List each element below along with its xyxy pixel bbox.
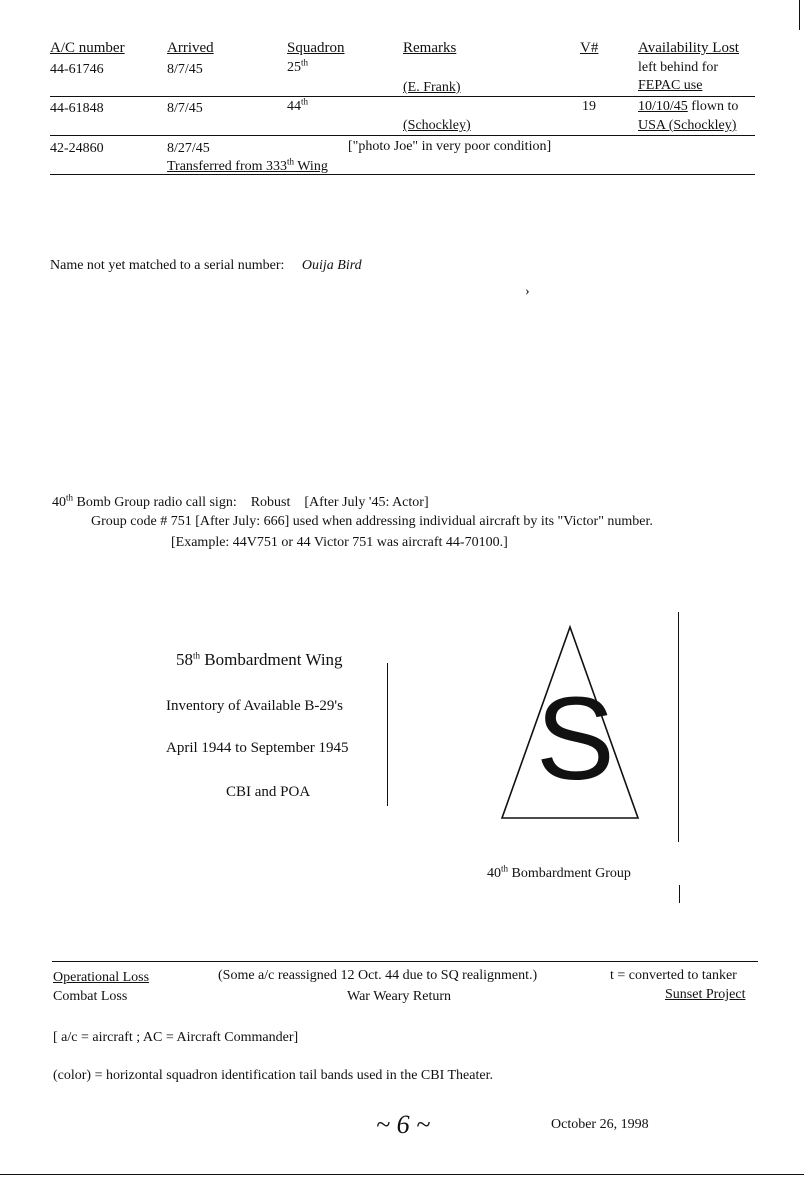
header-arrived: Arrived: [167, 40, 214, 56]
row-remarks: (E. Frank): [403, 80, 461, 95]
row-availability-line2: FEPAC use: [638, 78, 703, 93]
name-note-label: Name not yet matched to a serial number:: [50, 258, 285, 273]
row-squadron: 25th: [287, 57, 309, 75]
table-bottom-rule: [50, 174, 755, 175]
header-ac-number: A/C number: [50, 40, 125, 56]
title-line3: April 1944 to September 1945: [166, 740, 349, 756]
legend-top-rule: [52, 961, 758, 962]
row-vnum: 19: [582, 99, 596, 114]
table-divider: [50, 135, 755, 136]
header-squadron: Squadron: [287, 40, 345, 56]
legend-war-weary: War Weary Return: [347, 989, 452, 1004]
color-note: (color) = horizontal squadron identification tail bands used in the CBI Theater.: [53, 1068, 493, 1083]
name-note: [50, 258, 362, 274]
page-number: ~ 6 ~: [376, 1110, 431, 1139]
header-availability: Availability Lost: [638, 40, 739, 56]
scan-speck: ›: [525, 284, 530, 299]
radio-line2: Group code # 751 [After July: 666] used when addressing individual aircraft by its "Victor" number.: [91, 514, 653, 529]
radio-line1: 40th Bomb Group radio call sign: Robust [After July '45: Actor]: [52, 492, 429, 510]
row-remarks: ["photo Joe" in very poor condition]: [348, 139, 552, 154]
legend-combat-loss: Combat Loss: [53, 989, 128, 1004]
title-line1: 58th Bombardment Wing: [176, 650, 343, 669]
document-date: October 26, 1998: [551, 1117, 649, 1132]
title-block-rule: [387, 663, 388, 806]
row-remarks: (Schockley): [403, 118, 471, 133]
header-vnum: V#: [580, 40, 599, 56]
emblem-letter: S: [536, 673, 615, 805]
header-remarks: Remarks: [403, 40, 457, 56]
emblem-side-rule: [678, 612, 679, 842]
row-availability-line1: left behind for: [638, 60, 719, 75]
abbreviation-note: [ a/c = aircraft ; AC = Aircraft Commander]: [53, 1030, 299, 1045]
radio-line3: [Example: 44V751 or 44 Victor 751 was aircraft 44-70100.]: [171, 535, 508, 550]
emblem-side-rule-lower: [679, 885, 680, 903]
page-bottom-edge: [0, 1174, 804, 1175]
row-transfer-note: Transferred from 333th Wing: [167, 156, 328, 174]
emblem-caption: 40th Bombardment Group: [487, 863, 631, 881]
row-arrived: 8/27/45: [167, 141, 210, 156]
row-ac-number: 44-61848: [50, 101, 104, 116]
row-availability-line1: 10/10/45 flown to: [638, 99, 739, 114]
row-availability-line2: USA (Schockley): [638, 118, 737, 133]
legend-tanker: t = converted to tanker: [610, 968, 737, 983]
row-squadron: 44th: [287, 96, 309, 114]
legend-reassigned: (Some a/c reassigned 12 Oct. 44 due to SQ realignment.): [218, 968, 538, 983]
row-arrived: 8/7/45: [167, 62, 203, 77]
title-line4: CBI and POA: [226, 784, 311, 800]
row-ac-number: 44-61746: [50, 62, 104, 77]
title-line2: Inventory of Available B-29's: [166, 698, 343, 714]
row-ac-number: 42-24860: [50, 141, 104, 156]
legend-sunset-project: Sunset Project: [665, 987, 746, 1002]
scan-edge-mark: [799, 0, 800, 30]
table-divider: [50, 96, 755, 97]
name-note-value: Ouija Bird: [301, 258, 362, 273]
row-arrived: 8/7/45: [167, 101, 203, 116]
legend-operational-loss: Operational Loss: [53, 970, 150, 985]
